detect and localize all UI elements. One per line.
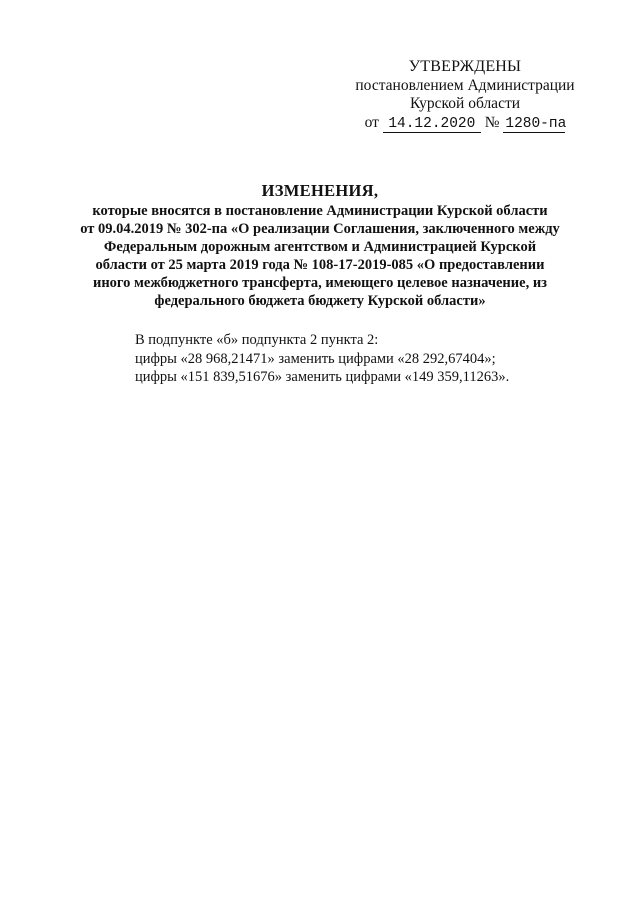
approval-stamp	[340, 58, 590, 133]
subtitle-line: федерального бюджета бюджету Курской области»	[154, 293, 486, 309]
body-line: цифры «28 968,21471» заменить цифрами «28 292,67404»;	[135, 350, 496, 367]
document-title-block	[60, 180, 580, 310]
approval-line-2: Курской области	[409, 95, 521, 112]
approval-number: 1280-па	[505, 115, 567, 132]
approval-heading: УТВЕРЖДЕНЫ	[408, 58, 522, 75]
document-body	[135, 331, 615, 387]
subtitle-line: от 09.04.2019 № 302-па «О реализации Соглашения, заключенного между	[80, 221, 560, 237]
document-title: ИЗМЕНЕНИЯ,	[261, 181, 379, 200]
subtitle-line: Федеральным дорожным агентством и Администрацией Курской	[103, 239, 537, 255]
document-subtitle	[60, 202, 580, 310]
subtitle-line: иного межбюджетного трансферта, имеющего целевое назначение, из	[92, 275, 548, 291]
body-line: В подпункте «б» подпункта 2 пункта 2:	[135, 332, 379, 348]
approval-line-1: постановлением Администрации	[355, 76, 575, 94]
approval-date-number-line	[340, 114, 590, 133]
subtitle-line: области от 25 марта 2019 года № 108-17-2019-085 «О предоставлении	[95, 257, 545, 273]
body-line: цифры «151 839,51676» заменить цифрами «149 359,11263».	[135, 369, 510, 385]
subtitle-line: которые вносятся в постановление Администрации Курской области	[92, 203, 548, 219]
date-prefix: от	[364, 113, 379, 131]
approval-date: 14.12.2020	[383, 117, 481, 133]
number-prefix: №	[484, 113, 500, 131]
